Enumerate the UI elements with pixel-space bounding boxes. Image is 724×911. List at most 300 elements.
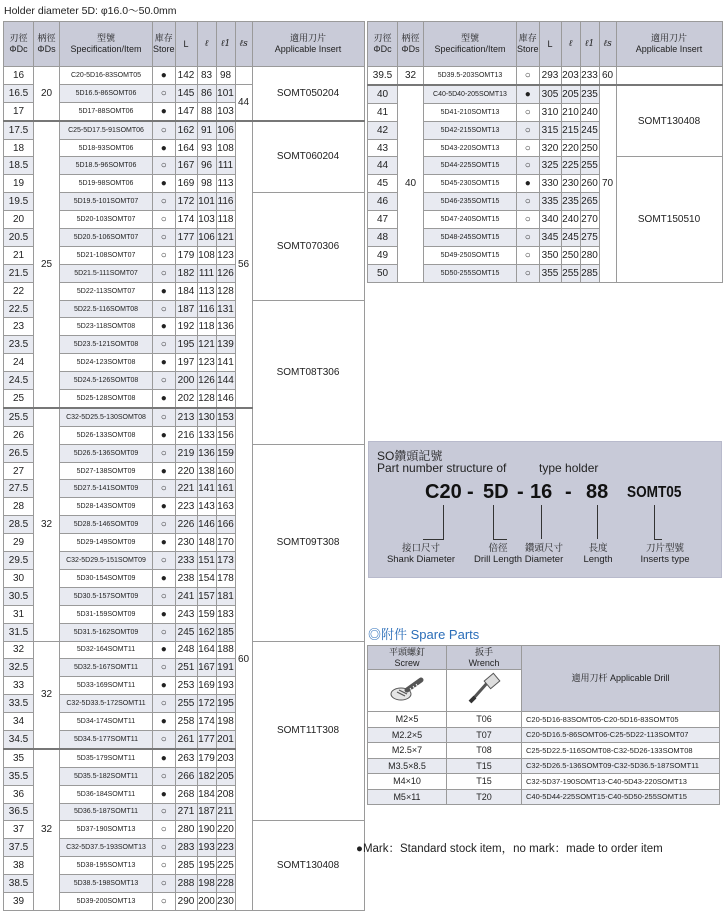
part-number-title-type: type holder	[539, 461, 599, 475]
shank-diameter: 32	[34, 408, 60, 641]
length-l: 255	[561, 264, 580, 282]
header-store: 庫存 Store	[153, 22, 176, 67]
length-l1: 240	[580, 103, 599, 121]
length-l: 106	[197, 229, 216, 247]
length-L: 216	[175, 426, 197, 444]
cutting-diameter: 47	[368, 211, 398, 229]
applicable-insert: SOMT130408	[616, 85, 722, 157]
item-spec: 5D17-88SOMT06	[60, 102, 153, 120]
applicable-drill: C20-5D16.5-86SOMT06-C25-5D22-113SOMT07	[522, 727, 720, 743]
length-l: 93	[197, 139, 216, 157]
label-drill-length: 倍徑 Drill Length	[473, 543, 523, 565]
store-mark: ●	[153, 749, 176, 767]
store-mark: ○	[153, 552, 176, 570]
length-L: 220	[175, 462, 197, 480]
cutting-diameter: 36.5	[4, 803, 34, 821]
wrench-illustration	[447, 670, 522, 712]
store-mark: ○	[517, 157, 540, 175]
length-l1: 211	[216, 803, 235, 821]
length-l: 169	[197, 677, 216, 695]
length-l: 123	[197, 354, 216, 372]
length-l1: 163	[216, 498, 235, 516]
length-L: 268	[175, 785, 197, 803]
item-spec: 5D21.5-111SOMT07	[60, 264, 153, 282]
table-row	[368, 67, 723, 85]
left-table-body	[4, 67, 365, 911]
length-L: 197	[175, 354, 197, 372]
screw-size: M2.2×5	[368, 727, 447, 743]
length-l1: 146	[216, 390, 235, 408]
store-mark: ○	[517, 139, 540, 157]
header-l: ℓ	[561, 22, 580, 67]
length-l: 195	[197, 857, 216, 875]
screw-size: M2.5×7	[368, 743, 447, 759]
cutting-diameter: 31	[4, 605, 34, 623]
length-L: 226	[175, 516, 197, 534]
code-dash-3: -	[517, 481, 524, 503]
length-l1: 191	[216, 659, 235, 677]
length-l: 103	[197, 211, 216, 229]
length-l1: 205	[216, 767, 235, 785]
length-l: 187	[197, 803, 216, 821]
cutting-diameter: 48	[368, 229, 398, 247]
store-mark: ○	[153, 695, 176, 713]
item-spec: 5D48-245SOMT15	[424, 229, 517, 247]
store-mark: ●	[517, 85, 540, 103]
item-spec: 5D34.5-177SOMT11	[60, 730, 153, 748]
store-mark: ●	[517, 175, 540, 193]
item-spec: 5D30.5-157SOMT09	[60, 587, 153, 605]
part-number-panel	[368, 441, 722, 578]
item-spec: C25-5D17.5-91SOMT06	[60, 121, 153, 139]
store-mark: ●	[153, 462, 176, 480]
item-spec: 5D33-169SOMT11	[60, 677, 153, 695]
store-mark: ○	[517, 121, 540, 139]
applicable-insert: SOMT11T308	[252, 641, 364, 821]
length-ls: 60	[235, 408, 252, 910]
length-l1: 223	[216, 839, 235, 857]
cutting-diameter: 43	[368, 139, 398, 157]
length-l: 235	[561, 193, 580, 211]
length-ls: 56	[235, 121, 252, 408]
cutting-diameter: 27.5	[4, 480, 34, 498]
store-mark: ●	[153, 354, 176, 372]
spare-parts-body	[368, 712, 720, 805]
store-mark: ●	[153, 102, 176, 120]
cutting-diameter: 16.5	[4, 84, 34, 102]
shank-diameter: 40	[398, 85, 424, 282]
item-spec: 5D22.5-116SOMT08	[60, 300, 153, 318]
length-l1: 183	[216, 605, 235, 623]
length-L: 169	[175, 175, 197, 193]
header-L: L	[539, 22, 561, 67]
length-L: 230	[175, 534, 197, 552]
table-row	[368, 85, 723, 103]
length-l: 230	[561, 175, 580, 193]
length-l1: 153	[216, 408, 235, 426]
screw-size: M2×5	[368, 712, 447, 728]
store-mark: ●	[153, 534, 176, 552]
code-insert-type: SOMT05	[627, 484, 682, 501]
item-spec: 5D28.5-146SOMT09	[60, 516, 153, 534]
cutting-diameter: 33.5	[4, 695, 34, 713]
length-L: 164	[175, 139, 197, 157]
length-L: 266	[175, 767, 197, 785]
header-dc: 刃徑 ΦDc	[4, 22, 34, 67]
length-ls: 44	[235, 84, 252, 120]
wrench-size: T06	[447, 712, 522, 728]
item-spec: 5D41-210SOMT13	[424, 103, 517, 121]
length-l1: 103	[216, 102, 235, 120]
store-mark: ●	[153, 282, 176, 300]
length-l1: 260	[580, 175, 599, 193]
leader-line	[493, 539, 507, 540]
cutting-diameter: 26.5	[4, 444, 34, 462]
store-mark: ●	[153, 318, 176, 336]
length-l1: 185	[216, 623, 235, 641]
table-row	[368, 712, 720, 728]
length-l1: 188	[216, 641, 235, 659]
store-mark: ○	[153, 336, 176, 354]
item-spec: 5D16.5-86SOMT06	[60, 84, 153, 102]
label-shank: 接口尺寸 Shank Diameter	[386, 543, 456, 565]
cutting-diameter: 35	[4, 749, 34, 767]
length-l: 133	[197, 426, 216, 444]
length-l1: 113	[216, 175, 235, 193]
store-mark: ○	[153, 84, 176, 102]
store-mark: ○	[517, 103, 540, 121]
shank-diameter: 32	[398, 67, 424, 85]
store-mark: ●	[153, 785, 176, 803]
item-spec: 5D18.5-96SOMT06	[60, 157, 153, 175]
length-l: 225	[561, 157, 580, 175]
length-l1: 228	[216, 875, 235, 893]
cutting-diameter: 46	[368, 193, 398, 211]
store-mark: ○	[153, 892, 176, 910]
length-l1: 123	[216, 246, 235, 264]
length-l1: 255	[580, 157, 599, 175]
table-row	[4, 641, 365, 659]
cutting-diameter: 38	[4, 857, 34, 875]
length-l: 118	[197, 318, 216, 336]
item-spec: 5D35.5-182SOMT11	[60, 767, 153, 785]
item-spec: 5D45-230SOMT15	[424, 175, 517, 193]
length-L: 142	[175, 67, 197, 85]
cutting-diameter: 23	[4, 318, 34, 336]
length-L: 192	[175, 318, 197, 336]
cutting-diameter: 34	[4, 713, 34, 731]
applicable-insert: SOMT09T308	[252, 444, 364, 641]
code-dash-1: -	[467, 481, 474, 503]
length-l1: 245	[580, 121, 599, 139]
length-l: 91	[197, 121, 216, 139]
length-l1: 235	[580, 85, 599, 103]
wrench-icon	[464, 672, 504, 706]
header-wrench: 扳手 Wrench	[447, 646, 522, 670]
store-mark: ○	[517, 229, 540, 247]
applicable-insert: SOMT130408	[252, 821, 364, 910]
item-spec: 5D32.5-167SOMT11	[60, 659, 153, 677]
item-spec: 5D44-225SOMT15	[424, 157, 517, 175]
length-l1: 118	[216, 211, 235, 229]
cutting-diameter: 32	[4, 641, 34, 659]
length-l1: 166	[216, 516, 235, 534]
header-ls: ℓs	[599, 22, 616, 67]
length-l: 141	[197, 480, 216, 498]
cutting-diameter: 22.5	[4, 300, 34, 318]
length-L: 179	[175, 246, 197, 264]
screw-icon	[387, 672, 427, 706]
item-spec: 5D47-240SOMT15	[424, 211, 517, 229]
length-l: 200	[197, 892, 216, 910]
length-l: 83	[197, 67, 216, 85]
cutting-diameter: 38.5	[4, 875, 34, 893]
table-row	[368, 774, 720, 790]
spare-parts-title: ◎附件 Spare Parts	[368, 627, 480, 642]
cutting-diameter: 21	[4, 246, 34, 264]
length-l1: 159	[216, 444, 235, 462]
cutting-diameter: 19.5	[4, 193, 34, 211]
length-l: 98	[197, 175, 216, 193]
cutting-diameter: 28	[4, 498, 34, 516]
length-l1: 203	[216, 749, 235, 767]
table-row	[368, 789, 720, 805]
item-spec: C32-5D33.5-172SOMT11	[60, 695, 153, 713]
length-L: 340	[539, 211, 561, 229]
length-l: 179	[197, 749, 216, 767]
store-mark: ○	[153, 767, 176, 785]
applicable-insert	[616, 67, 722, 85]
length-L: 195	[175, 336, 197, 354]
cutting-diameter: 26	[4, 426, 34, 444]
header-spec: 型號 Specification/Item	[60, 22, 153, 67]
store-mark: ○	[153, 659, 176, 677]
length-l: 138	[197, 462, 216, 480]
leader-line	[443, 505, 444, 539]
length-L: 288	[175, 875, 197, 893]
applicable-drill: C40-5D44-225SOMT15-C40-5D50-255SOMT15	[522, 789, 720, 805]
cutting-diameter: 40	[368, 85, 398, 103]
length-L: 245	[175, 623, 197, 641]
store-mark: ○	[153, 587, 176, 605]
length-l1: 285	[580, 264, 599, 282]
length-l: 240	[561, 211, 580, 229]
store-mark: ○	[153, 408, 176, 426]
length-l1: 139	[216, 336, 235, 354]
code-length-ratio: 5D	[483, 481, 509, 503]
item-spec: 5D31.5-162SOMT09	[60, 623, 153, 641]
applicable-drill: C32-5D26.5-136SOMT09-C32-5D36.5-187SOMT11	[522, 758, 720, 774]
leader-line	[597, 505, 598, 539]
store-mark: ●	[153, 67, 176, 85]
cutting-diameter: 37	[4, 821, 34, 839]
length-l1: 250	[580, 139, 599, 157]
item-spec: 5D38.5-198SOMT13	[60, 875, 153, 893]
length-l1: 106	[216, 121, 235, 139]
wrench-size: T15	[447, 774, 522, 790]
length-L: 355	[539, 264, 561, 282]
leader-line	[654, 539, 662, 540]
length-L: 283	[175, 839, 197, 857]
header-L: L	[175, 22, 197, 67]
cutting-diameter: 37.5	[4, 839, 34, 857]
cutting-diameter: 20	[4, 211, 34, 229]
item-spec: 5D19-98SOMT06	[60, 175, 153, 193]
store-mark: ○	[517, 246, 540, 264]
length-L: 243	[175, 605, 197, 623]
applicable-insert: SOMT060204	[252, 121, 364, 193]
shank-diameter: 20	[34, 67, 60, 121]
item-spec: 5D31-159SOMT09	[60, 605, 153, 623]
length-l: 157	[197, 587, 216, 605]
length-ls: 60	[599, 67, 616, 85]
cutting-diameter: 39.5	[368, 67, 398, 85]
length-l: 116	[197, 300, 216, 318]
code-diameter: 16	[530, 481, 553, 503]
store-mark: ○	[153, 875, 176, 893]
length-l: 184	[197, 785, 216, 803]
length-L: 241	[175, 587, 197, 605]
item-spec: 5D27.5-141SOMT09	[60, 480, 153, 498]
cutting-diameter: 29	[4, 534, 34, 552]
length-L: 200	[175, 372, 197, 390]
length-l1: 201	[216, 730, 235, 748]
header-insert: 適用刀片 Applicable Insert	[252, 22, 364, 67]
item-spec: 5D18-93SOMT06	[60, 139, 153, 157]
cutting-diameter: 36	[4, 785, 34, 803]
item-spec: 5D20-103SOMT07	[60, 211, 153, 229]
length-L: 271	[175, 803, 197, 821]
wrench-size: T08	[447, 743, 522, 759]
length-l1: 178	[216, 569, 235, 587]
length-l1: 141	[216, 354, 235, 372]
length-l1: 131	[216, 300, 235, 318]
length-L: 330	[539, 175, 561, 193]
store-mark: ○	[153, 821, 176, 839]
store-mark: ○	[517, 193, 540, 211]
length-l1: 98	[216, 67, 235, 85]
applicable-insert: SOMT08T306	[252, 300, 364, 444]
length-l: 193	[197, 839, 216, 857]
length-L: 315	[539, 121, 561, 139]
length-l: 113	[197, 282, 216, 300]
length-l1: 275	[580, 229, 599, 247]
length-l: 148	[197, 534, 216, 552]
length-l1: 225	[216, 857, 235, 875]
length-L: 213	[175, 408, 197, 426]
header-l: ℓ	[197, 22, 216, 67]
length-l: 210	[561, 103, 580, 121]
length-l: 88	[197, 102, 216, 120]
cutting-diameter: 27	[4, 462, 34, 480]
item-spec: 5D49-250SOMT15	[424, 246, 517, 264]
length-l: 111	[197, 264, 216, 282]
table-row	[4, 67, 365, 85]
cutting-diameter: 20.5	[4, 229, 34, 247]
item-spec: 5D32-164SOMT11	[60, 641, 153, 659]
length-l1: 193	[216, 677, 235, 695]
applicable-insert: SOMT050204	[252, 67, 364, 121]
length-L: 248	[175, 641, 197, 659]
length-L: 167	[175, 157, 197, 175]
length-l1: 116	[216, 193, 235, 211]
length-l: 126	[197, 372, 216, 390]
length-l: 121	[197, 336, 216, 354]
code-dash-2: -	[565, 481, 572, 503]
table-row	[4, 121, 365, 139]
store-mark: ○	[153, 372, 176, 390]
item-spec: 5D23-118SOMT08	[60, 318, 153, 336]
length-l: 96	[197, 157, 216, 175]
item-spec: 5D23.5-121SOMT08	[60, 336, 153, 354]
length-l: 86	[197, 84, 216, 102]
cutting-diameter: 28.5	[4, 516, 34, 534]
length-l1: 230	[216, 892, 235, 910]
table-row	[368, 743, 720, 759]
length-l: 146	[197, 516, 216, 534]
shank-diameter: 25	[34, 121, 60, 408]
store-mark: ○	[153, 444, 176, 462]
cutting-diameter: 49	[368, 246, 398, 264]
cutting-diameter: 17.5	[4, 121, 34, 139]
store-mark: ○	[153, 857, 176, 875]
header-l1: ℓ1	[580, 22, 599, 67]
item-spec: 5D21-108SOMT07	[60, 246, 153, 264]
length-l1: 181	[216, 587, 235, 605]
length-l: 250	[561, 246, 580, 264]
table-row	[368, 727, 720, 743]
item-spec: 5D35-179SOMT11	[60, 749, 153, 767]
store-mark: ○	[153, 516, 176, 534]
item-spec: 5D24-123SOMT08	[60, 354, 153, 372]
length-L: 219	[175, 444, 197, 462]
length-L: 310	[539, 103, 561, 121]
item-spec: 5D28-143SOMT09	[60, 498, 153, 516]
length-l1: 280	[580, 246, 599, 264]
item-spec: 5D34-174SOMT11	[60, 713, 153, 731]
length-L: 335	[539, 193, 561, 211]
store-mark: ○	[153, 300, 176, 318]
store-mark: ○	[153, 839, 176, 857]
header-dc: 刃徑 ΦDc	[368, 22, 398, 67]
item-spec: 5D46-235SOMT15	[424, 193, 517, 211]
store-mark: ○	[153, 803, 176, 821]
length-l: 203	[561, 67, 580, 85]
store-mark: ●	[153, 139, 176, 157]
length-L: 255	[175, 695, 197, 713]
cutting-diameter: 41	[368, 103, 398, 121]
header-ls: ℓs	[235, 22, 252, 67]
item-spec: C20-5D16-83SOMT05	[60, 67, 153, 85]
store-mark: ●	[153, 426, 176, 444]
length-L: 162	[175, 121, 197, 139]
length-l1: 128	[216, 282, 235, 300]
store-mark: ●	[153, 175, 176, 193]
length-l: 198	[197, 875, 216, 893]
length-l: 174	[197, 713, 216, 731]
cutting-diameter: 33	[4, 677, 34, 695]
length-L: 238	[175, 569, 197, 587]
item-spec: 5D50-255SOMT15	[424, 264, 517, 282]
item-spec: C40-5D40-205SOMT13	[424, 85, 517, 103]
label-diameter: 鑽頭尺寸 Diameter	[524, 543, 564, 565]
item-spec: 5D43-220SOMT13	[424, 139, 517, 157]
length-L: 325	[539, 157, 561, 175]
wrench-size: T15	[447, 758, 522, 774]
header-ds: 柄徑 ΦDs	[398, 22, 424, 67]
right-spec-table	[367, 21, 723, 283]
cutting-diameter: 16	[4, 67, 34, 85]
